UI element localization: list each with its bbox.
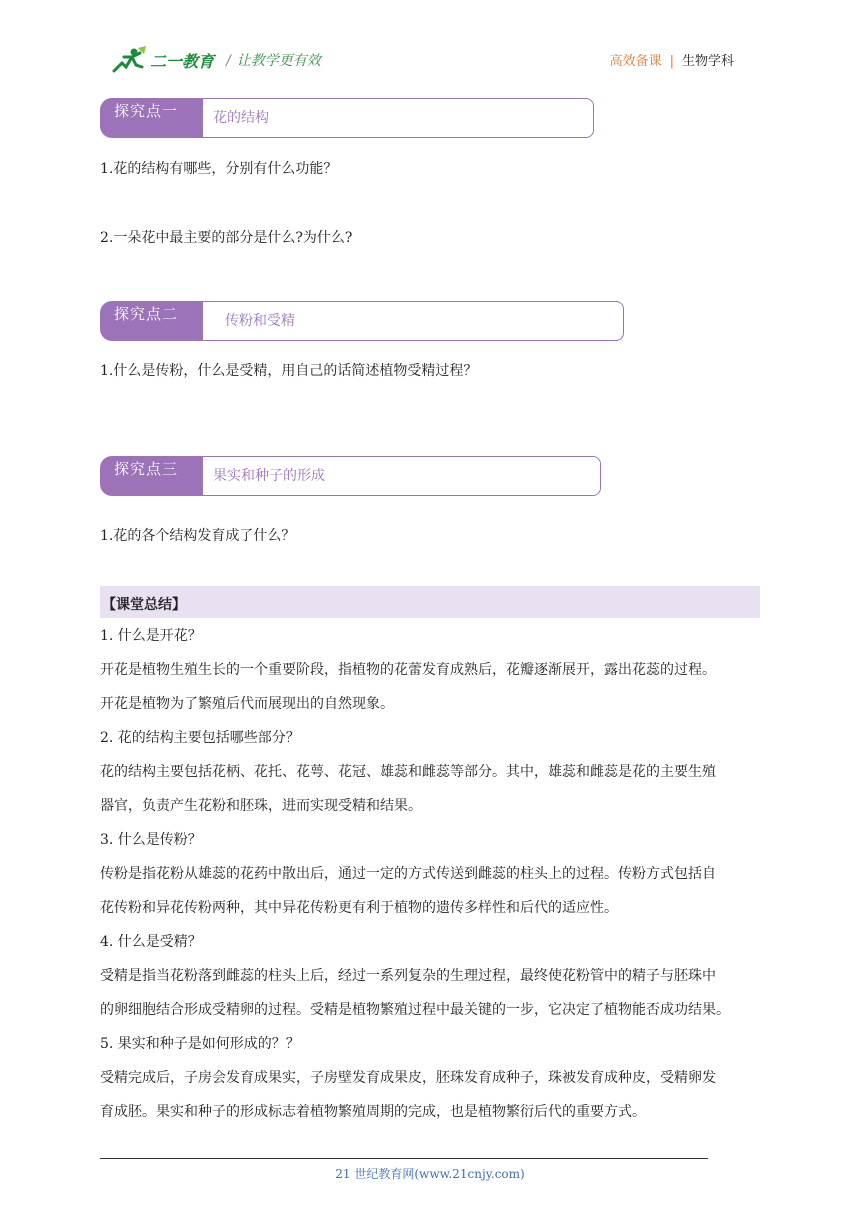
slogan-text: 让教学更有效 <box>236 53 321 69</box>
summary-line: 1. 什么是开花？ <box>100 628 202 644</box>
summary-heading: 【课堂总结】 <box>100 586 760 618</box>
summary-line: 花传粉和异花传粉两种，其中异花传粉更有利于植物的遗传多样性和后代的适应性。 <box>100 900 618 916</box>
question-2-1: 1.什么是传粉，什么是受精，用自己的话简述植物受精过程？ <box>100 363 478 379</box>
question-3-1: 1.花的各个结构发育成了什么？ <box>100 528 296 544</box>
section-label: 探究点一 <box>100 98 202 138</box>
summary-line: 开花是植物为了繁殖后代而展现出的自然现象。 <box>100 696 394 712</box>
summary-line: 5. 果实和种子是如何形成的？？ <box>100 1036 300 1052</box>
question-1-2: 2.一朵花中最主要的部分是什么?为什么? <box>100 230 353 246</box>
section-label: 探究点二 <box>100 301 202 341</box>
footer-divider <box>100 1158 708 1159</box>
summary-line: 花的结构主要包括花柄、花托、花萼、花冠、雄蕊和雌蕊等部分。其中，雄蕊和雌蕊是花的主要生殖 <box>100 764 716 780</box>
tag-separator: | <box>669 54 674 69</box>
logo <box>110 44 214 76</box>
summary-line: 4. 什么是受精？ <box>100 934 202 950</box>
summary-line: 育成胚。果实和种子的形成标志着植物繁殖周期的完成，也是植物繁衍后代的重要方式。 <box>100 1104 646 1120</box>
summary-line: 受精是指当花粉落到雌蕊的柱头上后，经过一系列复杂的生理过程，最终使花粉管中的精子与胚珠中 <box>100 968 716 984</box>
page-header <box>110 44 750 78</box>
summary-line: 的卵细胞结合形成受精卵的过程。受精是植物繁殖过程中最关键的一步，它决定了植物能否成功结果。 <box>100 1002 730 1018</box>
footer-text[interactable]: 21 世纪教育网(www.21cnjy.com) <box>335 1167 525 1181</box>
running-figure-icon <box>110 45 148 75</box>
summary-body <box>100 619 764 1129</box>
summary-line: 开花是植物生殖生长的一个重要阶段，指植物的花蕾发育成熟后，花瓣逐渐展开，露出花蕊的过程。 <box>100 662 716 678</box>
summary-line: 3. 什么是传粉？ <box>100 832 202 848</box>
summary-line: 2. 花的结构主要包括哪些部分？ <box>100 730 300 746</box>
section-title: 传粉和受精 <box>202 301 624 341</box>
subject-tag: 生物学科 <box>681 54 734 69</box>
summary-line: 受精完成后，子房会发育成果实，子房壁发育成果皮，胚珠发育成种子，珠被发育成种皮，受精卵发 <box>100 1070 716 1086</box>
section-title: 花的结构 <box>202 98 594 138</box>
brand-tag: 高效备课 <box>609 54 662 69</box>
logo-text: 二一教育 <box>150 51 215 71</box>
slogan <box>226 50 321 70</box>
section-label: 探究点三 <box>100 456 202 496</box>
summary-line: 器官，负责产生花粉和胚珠，进而实现受精和结果。 <box>100 798 422 814</box>
section-title: 果实和种子的形成 <box>202 456 601 496</box>
slash-divider: / <box>226 53 231 69</box>
summary-line: 传粉是指花粉从雄蕊的花药中散出后，通过一定的方式传送到雌蕊的柱头上的过程。传粉方式包括自 <box>100 866 716 882</box>
header-tags <box>610 50 734 69</box>
question-1-1: 1.花的结构有哪些，分别有什么功能？ <box>100 161 338 177</box>
